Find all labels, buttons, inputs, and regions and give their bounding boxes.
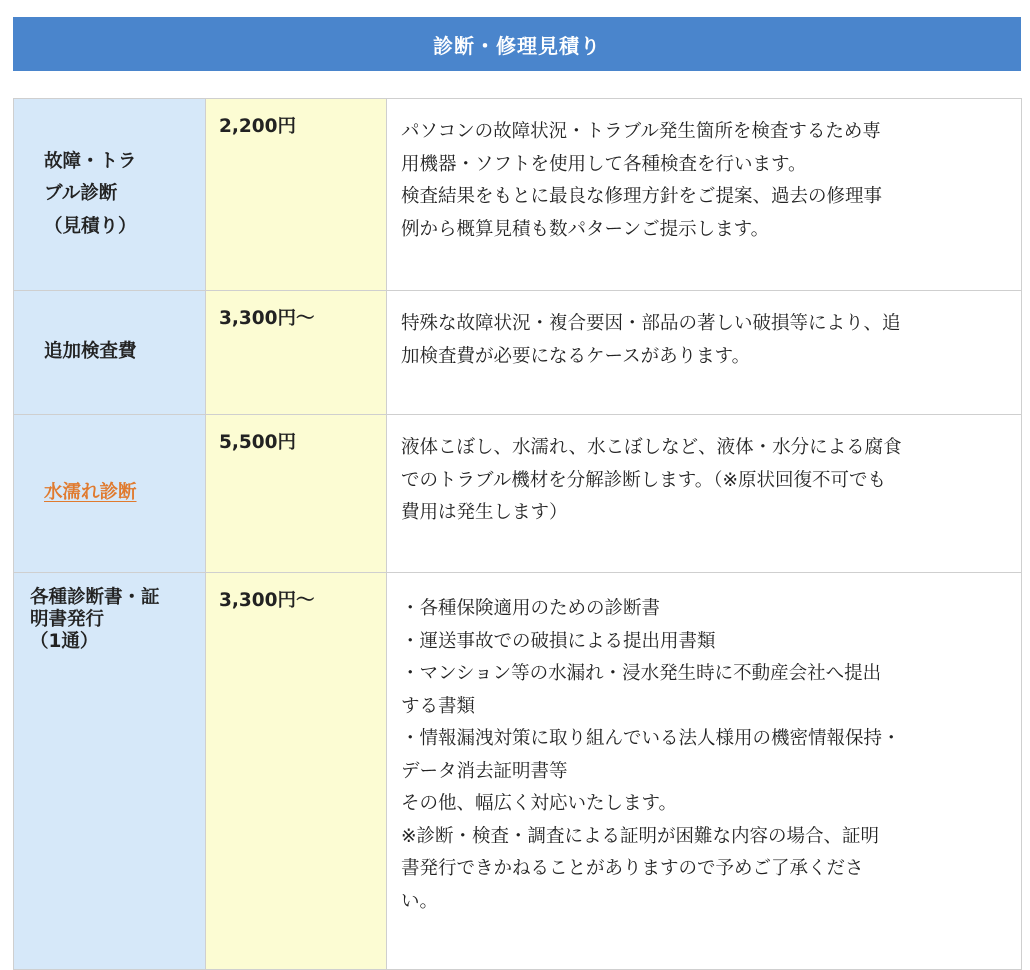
- table-row-water-damage: [14, 415, 1022, 573]
- section-title: 診断・修理見積り: [433, 33, 601, 58]
- description-line: でのトラブル機材を分解診断します。（※原状回復不可でも: [401, 469, 887, 491]
- service-name-cell: [14, 573, 206, 970]
- description-line: 液体こぼし、水濡れ、水こぼしなど、液体・水分による腐食: [401, 437, 902, 458]
- description-line: ・運送事故での破損による提出用書類: [401, 630, 716, 652]
- description-cell: [387, 99, 1022, 291]
- description-line: パソコンの故障状況・トラブル発生箇所を検査するため専: [401, 121, 881, 142]
- service-name-line: ブル診断: [44, 183, 118, 205]
- description-cell: [387, 291, 1022, 415]
- description-cell: [387, 415, 1022, 573]
- table-row-certificates: [14, 573, 1022, 970]
- table-row-additional-inspection: [14, 291, 1022, 415]
- description-line: ・マンション等の水漏れ・浸水発生時に不動産会社へ提出: [401, 663, 882, 684]
- description-line: 特殊な故障状況・複合要因・部品の著しい破損等により、追: [401, 313, 901, 334]
- service-name-line: 明書発行: [30, 609, 105, 630]
- price-cell: [206, 415, 387, 573]
- service-name-cell: [14, 415, 206, 573]
- price-cell: [206, 291, 387, 415]
- price-value: 2,200円: [219, 116, 297, 137]
- price-value: 3,300円〜: [219, 308, 315, 329]
- description-line: い。: [401, 890, 439, 912]
- service-name-line: 各種診断書・証: [30, 587, 160, 608]
- service-name-cell: [14, 99, 206, 291]
- section-header: [13, 17, 1021, 71]
- price-table: [13, 98, 1022, 970]
- description-line: ・各種保険適用のための診断書: [401, 598, 661, 619]
- service-name-line: （見積り）: [44, 215, 137, 237]
- price-value: 5,500円: [219, 432, 297, 453]
- description-line: ・情報漏洩対策に取り組んでいる法人様用の機密情報保持・: [401, 728, 901, 749]
- description-line: 費用は発生します）: [401, 502, 568, 523]
- description-line: 用機器・ソフトを使用して各種検査を行います。: [401, 153, 807, 175]
- service-name-line: （1通）: [30, 631, 99, 652]
- description-line: 書発行できかねることがありますので予めご了承くださ: [401, 858, 864, 879]
- description-line: 例から概算見積も数パターンご提示します。: [401, 218, 770, 240]
- price-cell: [206, 573, 387, 970]
- description-line: 加検査費が必要になるケースがあります。: [401, 345, 751, 367]
- service-name-line: 故障・トラ: [44, 150, 137, 172]
- description-line: データ消去証明書等: [401, 760, 568, 782]
- description-line: ※診断・検査・調査による証明が困難な内容の場合、証明: [401, 825, 880, 847]
- description-line: 検査結果をもとに最良な修理方針をご提案、過去の修理事: [401, 186, 883, 207]
- description-cell: [387, 573, 1022, 970]
- service-name: 追加検査費: [44, 341, 137, 363]
- table-row-troubleshooting: [14, 99, 1022, 291]
- service-name-cell: [14, 291, 206, 415]
- description-line: する書類: [401, 695, 476, 717]
- price-cell: [206, 99, 387, 291]
- price-value: 3,300円〜: [219, 590, 315, 611]
- water-damage-link[interactable]: 水濡れ診断: [44, 482, 137, 504]
- description-line: その他、幅広く対応いたします。: [401, 793, 678, 814]
